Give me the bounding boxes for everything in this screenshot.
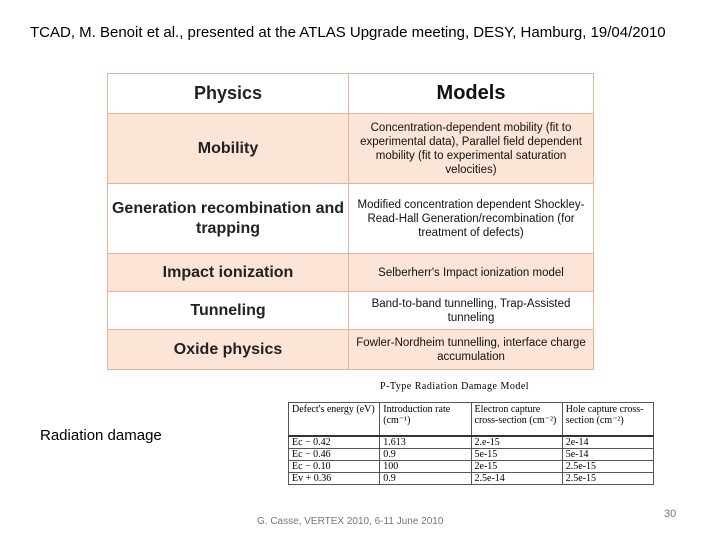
damage-cell: 2.5e-15 — [562, 461, 653, 473]
damage-cell: 5e-15 — [471, 449, 562, 461]
damage-cell: Ev + 0.36 — [289, 473, 380, 485]
slide-title: TCAD, M. Benoit et al., presented at the ATLAS Upgrade meeting, DESY, Hamburg, 19/04/2010 — [30, 24, 666, 41]
damage-cell: 0.9 — [380, 449, 471, 461]
damage-row — [289, 436, 654, 449]
damage-header-cell: Defect's energy (eV) — [289, 403, 380, 437]
damage-table-title: P-Type Radiation Damage Model — [380, 381, 530, 392]
physics-cell: Generation recombination and trapping — [108, 184, 349, 254]
table-row — [108, 254, 594, 292]
physics-models-table — [107, 73, 594, 370]
damage-row — [289, 461, 654, 473]
table-header-row — [108, 74, 594, 114]
damage-header-cell: Introduction rate (cm⁻¹) — [380, 403, 471, 437]
slide-footer: G. Casse, VERTEX 2010, 6-11 June 2010 — [257, 516, 444, 527]
table-row — [108, 184, 594, 254]
damage-cell: 5e-14 — [562, 449, 653, 461]
damage-cell: 2.e-15 — [471, 436, 562, 449]
table-row — [108, 292, 594, 330]
table-row — [108, 114, 594, 184]
model-cell: Selberherr's Impact ionization model — [349, 254, 594, 292]
physics-cell: Impact ionization — [108, 254, 349, 292]
damage-cell: 100 — [380, 461, 471, 473]
damage-cell: 0.9 — [380, 473, 471, 485]
physics-header: Physics — [108, 74, 349, 114]
radiation-damage-caption: Radiation damage — [40, 427, 162, 444]
damage-cell: 2.5e-14 — [471, 473, 562, 485]
model-cell: Fowler-Nordheim tunnelling, interface charge accumulation — [349, 330, 594, 370]
damage-cell: Ec − 0.10 — [289, 461, 380, 473]
physics-cell: Oxide physics — [108, 330, 349, 370]
models-header: Models — [349, 74, 594, 114]
damage-cell: 2e-15 — [471, 461, 562, 473]
damage-cell: Ec − 0.46 — [289, 449, 380, 461]
model-cell: Modified concentration dependent Shockley-Read-Hall Generation/recombination (for treatment of defects) — [349, 184, 594, 254]
physics-cell: Mobility — [108, 114, 349, 184]
model-cell: Concentration-dependent mobility (fit to experimental data), Parallel field dependent mobility (fit to experimental saturation velocities) — [349, 114, 594, 184]
damage-header-cell: Hole capture cross-section (cm⁻²) — [562, 403, 653, 437]
damage-cell: 1.613 — [380, 436, 471, 449]
damage-row — [289, 473, 654, 485]
radiation-damage-table — [288, 402, 654, 485]
table-row — [108, 330, 594, 370]
damage-cell: 2e-14 — [562, 436, 653, 449]
damage-header-cell: Electron capture cross-section (cm⁻²) — [471, 403, 562, 437]
page-number: 30 — [664, 508, 677, 520]
damage-cell: 2.5e-15 — [562, 473, 653, 485]
model-cell: Band-to-band tunnelling, Trap-Assisted tunneling — [349, 292, 594, 330]
damage-row — [289, 449, 654, 461]
damage-cell: Ec − 0.42 — [289, 436, 380, 449]
damage-header-row — [289, 403, 654, 437]
physics-cell: Tunneling — [108, 292, 349, 330]
